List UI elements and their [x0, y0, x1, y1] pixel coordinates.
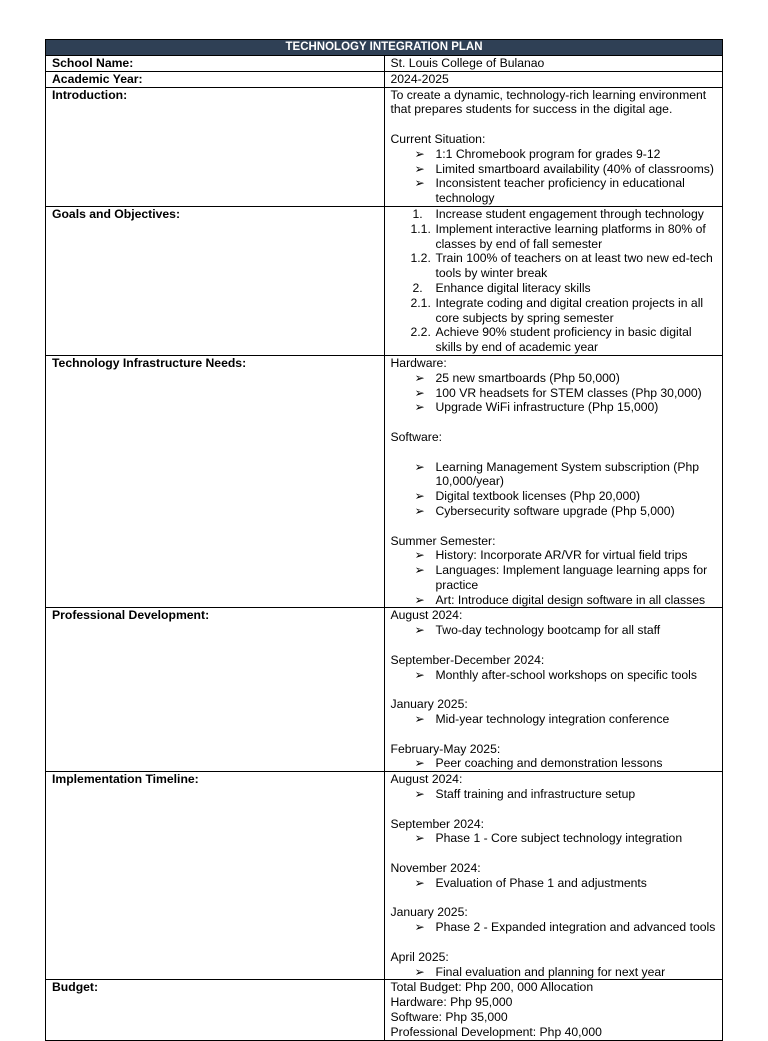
arrow-bullet-icon: ➢ [414, 592, 425, 607]
list-item [391, 712, 719, 727]
period-heading: August 2024: [390, 608, 463, 623]
list-number: 2.2. [410, 325, 431, 340]
list-item [391, 400, 719, 415]
objective-item [391, 296, 719, 326]
goals-content [384, 206, 723, 355]
arrow-bullet-icon: ➢ [414, 146, 425, 161]
infrastructure-content [384, 355, 723, 608]
professional-development-content [384, 608, 723, 772]
implementation-timeline-content [384, 772, 723, 980]
arrow-bullet-icon: ➢ [414, 875, 425, 890]
objective-item [391, 325, 719, 355]
arrow-bullet-icon: ➢ [414, 503, 425, 518]
infrastructure-row [46, 355, 723, 608]
school-name-value: St. Louis College of Bulanao [384, 56, 723, 72]
arrow-bullet-icon: ➢ [414, 756, 425, 771]
arrow-bullet-icon: ➢ [414, 623, 425, 638]
list-item-text: Evaluation of Phase 1 and adjustments [435, 875, 647, 890]
list-item-text: Two-day technology bootcamp for all staff [435, 623, 661, 638]
academic-year-row [46, 71, 723, 87]
arrow-bullet-icon: ➢ [414, 563, 425, 578]
list-item-text: Languages: Implement language learning apps for practice [435, 563, 708, 592]
list-item-text: Implement interactive learning platforms in 80% of classes by end of fall semester [435, 221, 706, 251]
list-item [391, 386, 719, 401]
hardware-label: Hardware: [390, 355, 447, 370]
arrow-bullet-icon: ➢ [414, 667, 425, 682]
list-item-text: Inconsistent teacher proficiency in educational technology [435, 176, 685, 206]
period-heading: November 2024: [390, 861, 481, 876]
list-item-text: Phase 1 - Core subject technology integration [435, 831, 683, 846]
list-item [391, 371, 719, 386]
budget-line: Hardware: Php 95,000 [390, 995, 513, 1010]
school-name-row [46, 56, 723, 72]
period-heading: April 2025: [390, 949, 449, 964]
budget-row [46, 980, 723, 1040]
list-item-text: History: Incorporate AR/VR for virtual field trips [435, 548, 688, 563]
list-number: 1. [412, 206, 423, 221]
list-item [391, 162, 719, 177]
list-item [391, 668, 719, 683]
infrastructure-label: Technology Infrastructure Needs: [46, 355, 385, 608]
list-number: 2. [412, 280, 423, 295]
list-item [391, 593, 719, 608]
list-item-text: Limited smartboard availability (40% of classrooms) [435, 161, 714, 176]
list-item [391, 965, 719, 980]
list-item [391, 876, 719, 891]
arrow-bullet-icon: ➢ [414, 712, 425, 727]
list-item [391, 176, 719, 206]
arrow-bullet-icon: ➢ [414, 489, 425, 504]
software-list [391, 460, 719, 519]
list-item-text: Art: Introduce digital design software in all classes [435, 592, 706, 607]
list-item-text: Final evaluation and planning for next year [435, 964, 666, 979]
budget-line: Total Budget: Php 200, 000 Allocation [390, 980, 594, 995]
arrow-bullet-icon: ➢ [414, 370, 425, 385]
list-item-text: Train 100% of teachers on at least two new ed-tech tools by winter break [435, 251, 713, 281]
goals-list [391, 207, 719, 355]
arrow-bullet-icon: ➢ [414, 385, 425, 400]
list-item-text: Increase student engagement through technology [435, 206, 704, 221]
list-item [391, 756, 719, 771]
current-situation-label: Current Situation: [390, 131, 486, 146]
arrow-bullet-icon: ➢ [414, 787, 425, 802]
arrow-bullet-icon: ➢ [414, 831, 425, 846]
list-item-text: 100 VR headsets for STEM classes (Php 30,000) [435, 385, 702, 400]
list-item-text: Integrate coding and digital creation projects in all core subjects by spring semester [435, 295, 704, 325]
technology-integration-plan-table [45, 39, 723, 1041]
list-item-text: 25 new smartboards (Php 50,000) [435, 370, 620, 385]
list-item-text: Cybersecurity software upgrade (Php 5,000) [435, 503, 675, 518]
summer-semester-list [391, 548, 719, 607]
budget-line: Software: Php 35,000 [390, 1010, 508, 1024]
hardware-list [391, 371, 719, 415]
professional-development-row [46, 608, 723, 772]
budget-line: Professional Development: Php 40,000 [390, 1024, 602, 1039]
period-heading: January 2025: [390, 697, 468, 712]
period-heading: January 2025: [390, 905, 468, 920]
list-item-text: Enhance digital literacy skills [435, 280, 591, 295]
introduction-row [46, 87, 723, 206]
list-item [391, 787, 719, 802]
list-item-text: Upgrade WiFi infrastructure (Php 15,000) [435, 400, 659, 415]
arrow-bullet-icon: ➢ [414, 920, 425, 935]
list-item-text: Mid-year technology integration conference [435, 712, 670, 727]
current-situation-list [391, 147, 719, 206]
list-item-text: Monthly after-school workshops on specific tools [435, 667, 697, 682]
list-item [391, 563, 719, 593]
implementation-timeline-label: Implementation Timeline: [46, 772, 385, 980]
list-item-text: Learning Management System subscription (Php 10,000/year) [435, 459, 700, 489]
introduction-content [384, 87, 723, 206]
list-item-text: Achieve 90% student proficiency in basic digital skills by end of academic year [435, 325, 692, 355]
goal-item [391, 281, 719, 296]
introduction-label: Introduction: [46, 87, 385, 206]
arrow-bullet-icon: ➢ [414, 964, 425, 979]
introduction-text: To create a dynamic, technology-rich learning environment that prepares students for success in the digital age. [390, 87, 707, 117]
objective-item [391, 251, 719, 281]
list-number: 1.2. [410, 251, 431, 266]
arrow-bullet-icon: ➢ [414, 176, 425, 191]
period-heading: September 2024: [390, 816, 485, 831]
period-heading: February-May 2025: [390, 741, 501, 756]
list-item [391, 831, 719, 846]
software-label: Software: [390, 429, 442, 444]
academic-year-value: 2024-2025 [384, 71, 723, 87]
list-item-text: Phase 2 - Expanded integration and advanced tools [435, 920, 716, 935]
school-name-label: School Name: [46, 56, 385, 72]
budget-content [384, 980, 723, 1040]
objective-item [391, 222, 719, 252]
list-item-text: Staff training and infrastructure setup [435, 787, 636, 802]
goals-label: Goals and Objectives: [46, 206, 385, 355]
list-item [391, 548, 719, 563]
period-heading: August 2024: [390, 772, 463, 787]
professional-development-label: Professional Development: [46, 608, 385, 772]
table-title: TECHNOLOGY INTEGRATION PLAN [46, 40, 723, 56]
arrow-bullet-icon: ➢ [414, 400, 425, 415]
budget-label: Budget: [46, 980, 385, 1040]
list-item-text: Peer coaching and demonstration lessons [435, 756, 663, 771]
arrow-bullet-icon: ➢ [414, 459, 425, 474]
list-item [391, 147, 719, 162]
list-item [391, 504, 719, 519]
goal-item [391, 207, 719, 222]
list-item-text: 1:1 Chromebook program for grades 9-12 [435, 146, 661, 161]
academic-year-label: Academic Year: [46, 71, 385, 87]
list-number: 2.1. [410, 295, 431, 310]
table-title-row [46, 40, 723, 56]
arrow-bullet-icon: ➢ [414, 548, 425, 563]
goals-row [46, 206, 723, 355]
list-item [391, 623, 719, 638]
implementation-timeline-row [46, 772, 723, 980]
summer-semester-label: Summer Semester: [390, 533, 496, 548]
arrow-bullet-icon: ➢ [414, 161, 425, 176]
period-heading: September-December 2024: [390, 652, 545, 667]
list-item-text: Digital textbook licenses (Php 20,000) [435, 489, 641, 504]
list-number: 1.1. [410, 221, 431, 236]
list-item [391, 920, 719, 935]
list-item [391, 460, 719, 490]
list-item [391, 489, 719, 504]
